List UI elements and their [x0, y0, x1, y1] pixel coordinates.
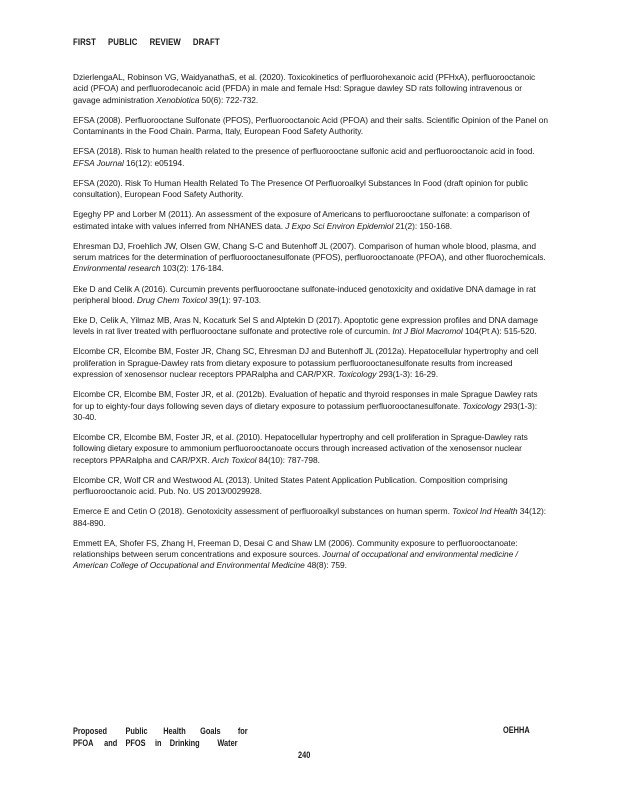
reference-item: Emerce E and Cetin O (2018). Genotoxicity assessment of perfluoroalkyl substances on human sperm. Toxicol Ind Health 34(12): 884-890.: [73, 506, 546, 528]
reference-item: Egeghy PP and Lorber M (2011). An assessment of the exposure of Americans to perfluorooctane sulfonate: a comparison of estimated intake with values inferred from NHANES data. J Expo Sci Environ Epidemiol 21(2): 150-168.: [73, 209, 530, 231]
footer-agency: OEHHA: [503, 725, 530, 735]
page-header: FIRST PUBLIC REVIEW DRAFT: [73, 37, 220, 48]
reference-item: EFSA (2018). Risk to human health related to the presence of perfluorooctane sulfonic acid and perfluorooctanoic acid in food. EFSA Journal 16(12): e05194.: [73, 146, 535, 168]
reference-item: Ehresman DJ, Froehlich JW, Olsen GW, Chang S-C and Butenhoff JL (2007). Comparison of human whole blood, plasma, and serum matrices for the determination of perfluorooctanesulfonate (PFOS), perfluorooctanoate (PFOA), and other fluorochemicals. Environmental research 103(2): 176-184.: [73, 240, 546, 274]
reference-list: [73, 72, 549, 581]
reference-item: DzierlengaAL, Robinson VG, WaidyanathaS, et al. (2020). Toxicokinetics of perfluorohexanoic acid (PFHxA), perfluorooctanoic acid (PFOA) and perfluorodecanoic acid (PFDA) in male and female Hsd: Sprague dawley SD rats following intravenous or gavage administration Xenobiotica 50(6): 722-732.: [73, 72, 536, 105]
reference-item: Eke D, Celik A, Yilmaz MB, Aras N, Kocaturk Sel S and Alptekin D (2017). Apoptotic gene expression profiles and DNA damage levels in rat liver treated with perfluorooctane sulfonate and protective role of curcumin. Int J Biol Macromol 104(Pt A): 515-520.: [73, 314, 538, 337]
reference-item: EFSA (2020). Risk To Human Health Related To The Presence Of Perfluoroalkyl Substances In Food (draft opinion for public consultation), European Food Safety Authority.: [73, 177, 528, 200]
reference-item: Elcombe CR, Elcombe BM, Foster JR, et al. (2010). Hepatocellular hypertrophy and cell proliferation in Sprague-Dawley rats following dietary exposure to ammonium perfluorooctanoate occurs through increased activation of the xenosensor nuclear receptors PPARalpha and CAR/PXR. Arch Toxicol 84(10): 787-798.: [73, 432, 528, 465]
reference-item: EFSA (2008). Perfluorooctane Sulfonate (PFOS), Perfluorooctanoic Acid (PFOA) and their salts. Scientific Opinion of the Panel on Contaminants in the Food Chain. Parma, Italy, European Food Safety Authority.: [73, 114, 548, 137]
reference-item: Elcombe CR, Elcombe BM, Foster JR, et al. (2012b). Evaluation of hepatic and thyroid responses in male Sprague Dawley rats for up to eighty-four days following seven days of dietary exposure to potassium perfluorooctanesulfonate. Toxicology 293(1-3): 30-40.: [73, 389, 538, 422]
reference-item: Eke D and Celik A (2016). Curcumin prevents perfluorooctane sulfonate-induced genotoxicity and oxidative DNA damage in rat peripheral blood. Drug Chem Toxicol 39(1): 97-103.: [73, 283, 536, 305]
page-number: 240: [298, 750, 311, 760]
footer-document-title: Proposed Public Health Goals for PFOA and PFOS in Drinking Water: [73, 726, 248, 748]
reference-item: Elcombe CR, Elcombe BM, Foster JR, Chang SC, Ehresman DJ and Butenhoff JL (2012a). Hepatocellular hypertrophy and cell proliferation in Sprague-Dawley rats from dietary exposure to potassium perfluorooctanesulfonate results from increased expression of xenosensor nuclear receptors PPARalpha and CAR/PXR. Toxicology 293(1-3): 16-29.: [73, 346, 539, 380]
reference-item: Elcombe CR, Wolf CR and Westwood AL (2013). United States Patent Application Publication. Composition comprising perfluorooctanoic acid. Pub. No. US 2013/0029928.: [73, 474, 508, 497]
reference-item: Emmett EA, Shofer FS, Zhang H, Freeman D, Desai C and Shaw LM (2006). Community exposure to perfluorooctanoate: relationships between serum concentrations and exposure sources. Journal of occupational and environmental medicine / American College of Occupational and Environmental Medicine 48(8): 759.: [73, 537, 518, 571]
